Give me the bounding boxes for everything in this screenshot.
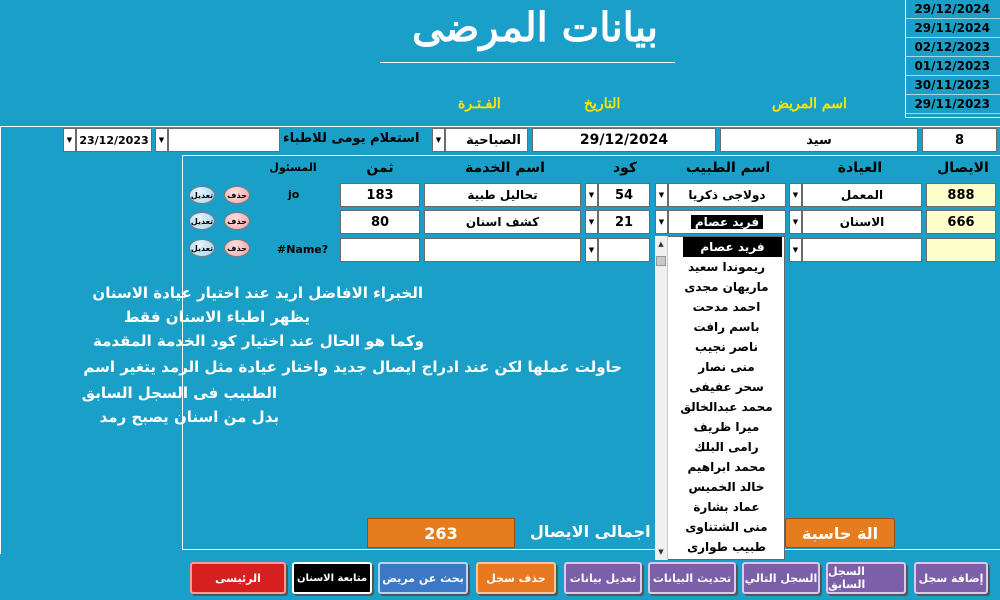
daily-query-label: استعلام يومى للاطباء bbox=[283, 131, 420, 146]
note-line: يظهر اطباء الاسنان فقط bbox=[123, 308, 310, 326]
row1-responsible: jo bbox=[288, 188, 300, 201]
row3-delete-button[interactable]: حذف bbox=[224, 239, 250, 257]
recent-date-item[interactable]: 30/11/2023 bbox=[906, 76, 1000, 95]
search-patient-button[interactable]: بحث عن مريض bbox=[378, 562, 468, 594]
row2-clinic[interactable]: الاسنان bbox=[802, 210, 922, 234]
row2-receipt[interactable]: 666 bbox=[926, 210, 996, 234]
delete-record-button[interactable]: حذف سجل bbox=[476, 562, 556, 594]
row3-code-dropdown[interactable]: ▼ bbox=[585, 238, 598, 262]
col-header-price: ثمن bbox=[366, 160, 394, 176]
scroll-down-icon[interactable]: ▼ bbox=[658, 548, 664, 556]
doctor-option[interactable]: محمد ابراهيم bbox=[687, 460, 766, 474]
receipt-total-value: 263 bbox=[367, 518, 515, 548]
row1-code-dropdown[interactable]: ▼ bbox=[585, 183, 598, 207]
row2-doctor-selected-text: فريد عصام bbox=[691, 215, 763, 229]
row1-clinic-dropdown[interactable]: ▼ bbox=[789, 183, 802, 207]
row3-code[interactable] bbox=[598, 238, 650, 262]
row3-receipt[interactable] bbox=[926, 238, 996, 262]
title-underline bbox=[380, 62, 675, 63]
doctor-dropdown-list[interactable] bbox=[655, 236, 785, 560]
row3-edit-button[interactable]: تعديل bbox=[189, 239, 215, 257]
col-header-responsible: المسئول bbox=[269, 161, 317, 174]
note-line: بدل من اسنان يصبح رمد bbox=[99, 408, 279, 426]
row2-delete-button[interactable]: حذف bbox=[224, 212, 250, 230]
row3-responsible: #Name? bbox=[277, 243, 329, 256]
doctor-option[interactable]: خالد الخميس bbox=[688, 480, 765, 494]
row2-price[interactable]: 80 bbox=[340, 210, 420, 234]
edit-data-button[interactable]: تعديل بيانات bbox=[564, 562, 642, 594]
date-label: التاريخ bbox=[584, 96, 621, 112]
scroll-up-icon[interactable]: ▲ bbox=[658, 240, 664, 248]
row1-price[interactable]: 183 bbox=[340, 183, 420, 207]
row3-price[interactable] bbox=[340, 238, 420, 262]
doctor-option[interactable]: عماد بشارة bbox=[693, 500, 760, 514]
row1-code[interactable]: 54 bbox=[598, 183, 650, 207]
row1-clinic[interactable]: المعمل bbox=[802, 183, 922, 207]
note-line: الخبراء الافاضل اريد عند اختيار عيادة الاسنان bbox=[92, 284, 423, 302]
doctor-option[interactable]: باسم رافت bbox=[693, 320, 760, 334]
recent-date-item[interactable]: 02/12/2023 bbox=[906, 38, 1000, 57]
row2-code-dropdown[interactable]: ▼ bbox=[585, 210, 598, 234]
doctor-option[interactable]: منى الشتناوى bbox=[685, 520, 768, 534]
next-record-button[interactable]: السجل التالي bbox=[742, 562, 820, 594]
col-header-service: اسم الخدمة bbox=[465, 160, 545, 176]
patient-name-field[interactable]: سيد bbox=[720, 128, 918, 152]
previous-record-button[interactable]: السجل السابق bbox=[826, 562, 906, 594]
row2-edit-button[interactable]: تعديل bbox=[189, 212, 215, 230]
row3-clinic-dropdown[interactable]: ▼ bbox=[789, 238, 802, 262]
note-line: حاولت عملها لكن عند ادراج ايصال جديد واختار عيادة مثل الرمد يتغير اسم bbox=[83, 358, 622, 376]
date-field[interactable]: 29/12/2024 bbox=[532, 128, 716, 152]
doctor-dropdown-scrollbar[interactable] bbox=[655, 236, 668, 560]
row1-delete-button[interactable]: حذف bbox=[224, 186, 250, 204]
dental-followup-button[interactable]: متابعة الاسنان bbox=[292, 562, 372, 594]
note-line: الطبيب فى السجل السابق bbox=[81, 384, 277, 402]
row1-receipt[interactable]: 888 bbox=[926, 183, 996, 207]
daily-query-doctor-field[interactable] bbox=[168, 128, 280, 152]
query-date-dropdown-arrow[interactable]: ▼ bbox=[63, 128, 76, 152]
col-header-doctor: اسم الطبيب bbox=[685, 160, 771, 176]
recent-date-item[interactable]: 01/12/2023 bbox=[906, 57, 1000, 76]
doctor-option[interactable]: فريد عصام bbox=[683, 237, 782, 257]
recent-date-item[interactable]: 29/11/2023 bbox=[906, 95, 1000, 114]
receipt-total-label: اجمالى الايصال bbox=[530, 522, 651, 541]
row2-code[interactable]: 21 bbox=[598, 210, 650, 234]
row3-clinic[interactable] bbox=[802, 238, 922, 262]
recent-date-item[interactable]: 29/11/2024 bbox=[906, 19, 1000, 38]
recent-dates-list[interactable] bbox=[905, 0, 1000, 118]
row3-service[interactable] bbox=[424, 238, 581, 262]
period-label: الفـتـرة bbox=[458, 96, 501, 112]
col-header-clinic: العيادة bbox=[837, 160, 883, 176]
doctor-option[interactable]: رامى البلك bbox=[694, 440, 759, 454]
col-header-receipt: الايصال bbox=[937, 160, 989, 176]
scroll-thumb[interactable] bbox=[656, 256, 666, 266]
row1-doctor-dropdown[interactable]: ▼ bbox=[655, 183, 668, 207]
row2-service[interactable]: كشف اسنان bbox=[424, 210, 581, 234]
doctor-query-dropdown-arrow[interactable]: ▼ bbox=[155, 128, 168, 152]
doctor-option[interactable]: ريموندا سعيد bbox=[687, 260, 766, 274]
row2-doctor[interactable] bbox=[668, 210, 786, 234]
query-date-field[interactable]: 23/12/2023 bbox=[76, 128, 152, 152]
main-menu-button[interactable]: الرئيسى bbox=[190, 562, 286, 594]
col-header-code: كود bbox=[612, 160, 638, 176]
page-title: بيانات المرضى bbox=[411, 4, 659, 51]
doctor-option[interactable]: محمد عبدالخالق bbox=[680, 400, 773, 414]
doctor-option[interactable]: طبيب طوارى bbox=[687, 540, 766, 554]
doctor-option[interactable]: ميرا ظريف bbox=[693, 420, 760, 434]
add-record-button[interactable]: إضافة سجل bbox=[914, 562, 988, 594]
doctor-option[interactable]: ناصر نجيب bbox=[694, 340, 758, 354]
period-select[interactable]: الصباحية bbox=[445, 128, 528, 152]
doctor-option[interactable]: احمد مدحت bbox=[692, 300, 761, 314]
row2-doctor-dropdown[interactable]: ▼ bbox=[655, 210, 668, 234]
note-line: وكما هو الحال عند اختيار كود الخدمة المقدمة bbox=[93, 332, 424, 350]
row2-clinic-dropdown[interactable]: ▼ bbox=[789, 210, 802, 234]
refresh-data-button[interactable]: تحديث البيانات bbox=[648, 562, 736, 594]
calculator-button[interactable]: الة حاسبة bbox=[785, 518, 895, 548]
row1-doctor[interactable]: دولاجى ذكريا bbox=[668, 183, 786, 207]
period-dropdown-arrow[interactable]: ▼ bbox=[432, 128, 445, 152]
receipt-number-field[interactable]: 8 bbox=[922, 128, 997, 152]
doctor-option[interactable]: منى نصار bbox=[698, 360, 755, 374]
row1-service[interactable]: تحاليل طبية bbox=[424, 183, 581, 207]
form-left-border bbox=[0, 126, 1, 554]
recent-date-item[interactable]: 29/12/2024 bbox=[906, 0, 1000, 19]
doctor-option[interactable]: سحر عفيفى bbox=[689, 380, 764, 394]
patient-name-label: اسم المريض bbox=[772, 96, 847, 112]
doctor-option[interactable]: ماريهان مجدى bbox=[684, 280, 769, 294]
row1-edit-button[interactable]: تعديل bbox=[189, 186, 215, 204]
